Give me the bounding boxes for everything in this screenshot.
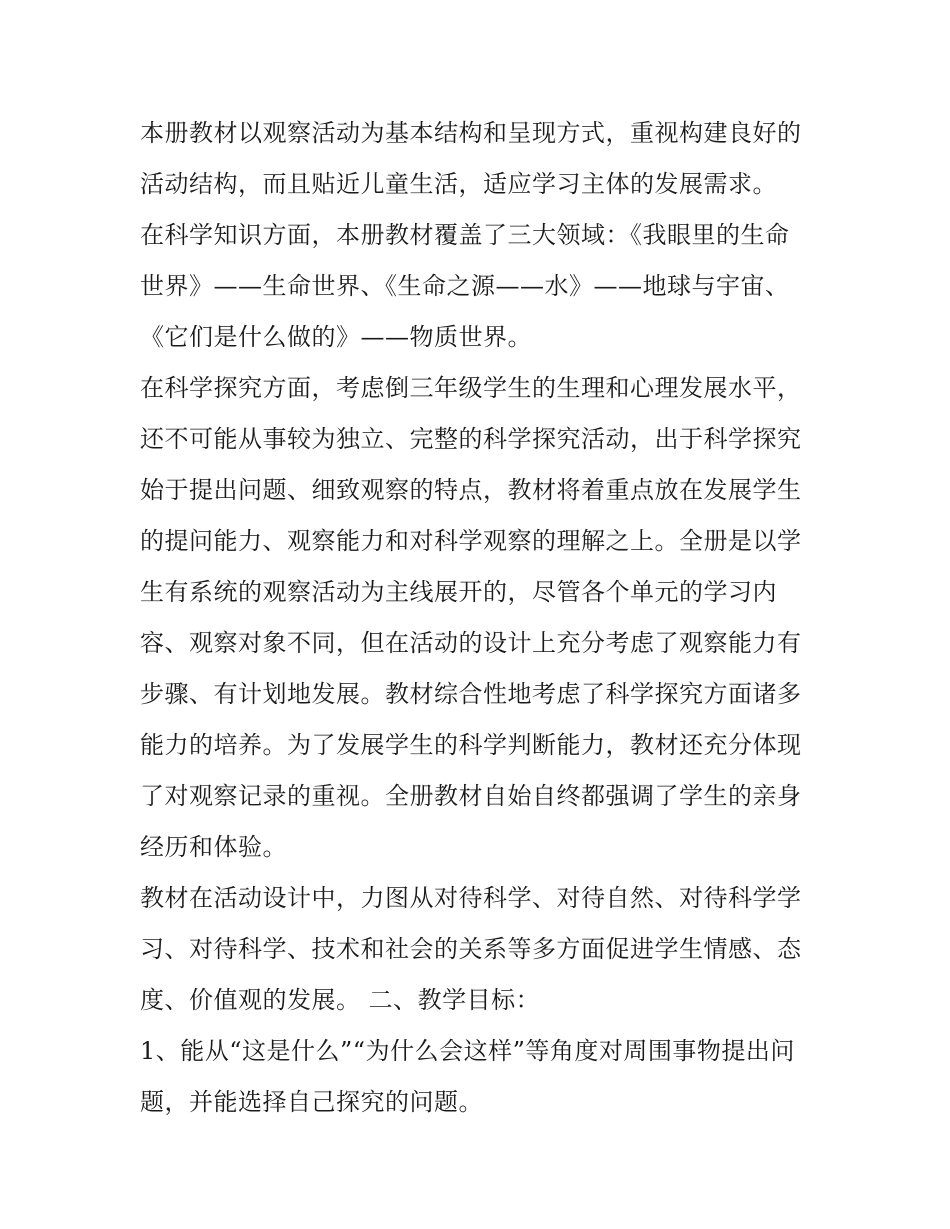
text-line: 的提问能力、观察能力和对科学观察的理解之上。全册是以学: [140, 527, 802, 555]
text-line: 还不可能从事较为独立、完整的科学探究活动，出于科学探究: [140, 425, 802, 453]
text-line: 习、对待科学、技术和社会的关系等多方面促进学生情感、态: [140, 935, 802, 963]
text-line: 了对观察记录的重视。全册教材自始自终都强调了学生的亲身: [140, 782, 802, 810]
text-line: 教材在活动设计中，力图从对待科学、对待自然、对待科学学: [140, 884, 802, 912]
text-line: 1、能从“这是什么”“为什么会这样”等角度对周围事物提出问: [140, 1037, 795, 1065]
text-line: 生有系统的观察活动为主线展开的，尽管各个单元的学习内: [140, 578, 777, 606]
text-line: 能力的培养。为了发展学生的科学判断能力，教材还充分体现: [140, 731, 802, 759]
text-line: 世界》——生命世界、《生命之源——水》——地球与宇宙、: [140, 272, 790, 300]
text-line: 始于提出问题、细致观察的特点，教材将着重点放在发展学生: [140, 476, 802, 504]
text-line: 度、价值观的发展。 二、教学目标：: [140, 986, 541, 1014]
text-line: 容、观察对象不同，但在活动的设计上充分考虑了观察能力有: [140, 629, 802, 657]
text-line: 步骤、有计划地发展。教材综合性地考虑了科学探究方面诸多: [140, 680, 802, 708]
text-line: 在科学探究方面，考虑倒三年级学生的生理和心理发展水平，: [140, 374, 802, 402]
text-line: 经历和体验。: [140, 833, 287, 861]
text-line: 在科学知识方面，本册教材覆盖了三大领域：《我眼里的生命: [140, 221, 790, 249]
text-line: 本册教材以观察活动为基本结构和呈现方式，重视构建良好的: [140, 119, 802, 147]
text-line: 《它们是什么做的》——物质世界。: [140, 323, 532, 351]
text-line: 题，并能选择自己探究的问题。: [140, 1088, 483, 1116]
text-line: 活动结构，而且贴近儿童生活，适应学习主体的发展需求。: [140, 170, 777, 198]
document-body: [140, 108, 820, 1128]
